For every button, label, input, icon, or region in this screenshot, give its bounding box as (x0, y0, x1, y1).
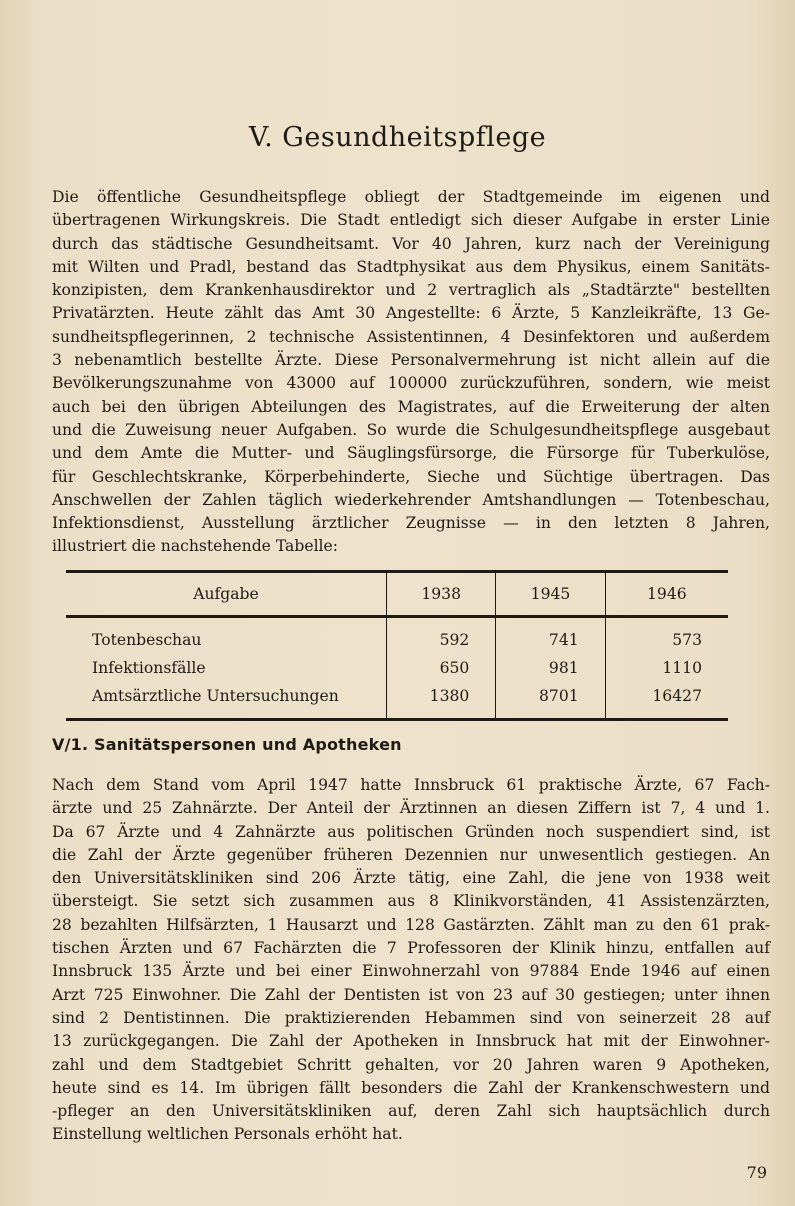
table-header-row (66, 572, 728, 617)
intro-paragraph (52, 186, 770, 559)
text-line: Die öffentliche Gesundheitspflege obliegt der Stadtgemeinde im eigenen und (52, 188, 770, 206)
table-cell: 592 (387, 617, 496, 655)
text-line: auch bei den übrigen Abteilungen des Magistrates, auf die Erweiterung der alten (52, 397, 770, 416)
table-cell: Totenbeschau (92, 631, 202, 649)
text-line: den Universitätskliniken sind 206 Ärzte tätig, eine Zahl, die jene von 1938 weit (52, 869, 770, 888)
text-line: sundheitspflegerinnen, 2 technische Assistentinnen, 4 Desinfektoren und außerdem (52, 327, 770, 346)
chapter-title: V. Gesundheitspflege (248, 122, 547, 153)
text-line: mit Wilten und Pradl, bestand das Stadtphysikat aus dem Physikus, einem Sanitäts- (52, 257, 770, 276)
table-row (66, 654, 728, 682)
text-line: sind 2 Dentistinnen. Die praktizierenden Hebammen sind von seinerzeit 28 auf (52, 1008, 770, 1027)
text-line: für Geschlechtskranke, Körperbehinderte, Sieche und Süchtige übertragen. Das (52, 467, 770, 486)
table-row (66, 617, 728, 655)
table-header: 1945 (496, 572, 605, 617)
text-line: Nach dem Stand vom April 1947 hatte Innsbruck 61 praktische Ärzte, 67 Fach- (52, 776, 770, 794)
table-cell: Infektionsfälle (92, 659, 206, 677)
statistics-table (66, 570, 728, 721)
text-line: 3 nebenamtlich bestellte Ärzte. Diese Personalvermehrung ist nicht allein auf die (52, 351, 770, 370)
text-line: tischen Ärzten und 67 Fachärzten die 7 Professoren der Klinik hinzu, entfallen auf (52, 939, 770, 958)
text-line: heute sind es 14. Im übrigen fällt besonders die Zahl der Krankenschwestern und (52, 1078, 770, 1097)
table-cell: Amtsärztliche Untersuchungen (92, 687, 339, 705)
table-row (66, 682, 728, 720)
table-cell: 1380 (387, 682, 496, 720)
text-line: Innsbruck 135 Ärzte und bei einer Einwohnerzahl von 97884 Ende 1946 auf einen (52, 962, 770, 981)
table-cell: 573 (605, 617, 728, 655)
table-cell: 16427 (605, 682, 728, 720)
text-line: übersteigt. Sie setzt sich zusammen aus 8 Klinikvorständen, 41 Assistenzärzten, (52, 892, 770, 911)
table-header: 1938 (387, 572, 496, 617)
text-line: und die Zuweisung neuer Aufgaben. So wurde die Schulgesundheitspflege ausgebaut (52, 420, 770, 439)
table-cell: 741 (496, 617, 605, 655)
text-line: Infektionsdienst, Ausstellung ärztlicher Zeugnisse — in den letzten 8 Jahren, (52, 514, 770, 533)
text-line: Anschwellen der Zahlen täglich wiederkehrender Amtshandlungen — Totenbeschau, (52, 490, 770, 509)
personnel-paragraph (52, 774, 770, 1147)
text-line: illustriert die nachstehende Tabelle: (52, 537, 339, 556)
table-cell: 650 (387, 654, 496, 682)
text-line: Privatärzten. Heute zählt das Amt 30 Angestellte: 6 Ärzte, 5 Kanzleikräfte, 13 Ge- (52, 304, 770, 323)
text-line: zahl und dem Stadtgebiet Schritt gehalten, vor 20 Jahren waren 9 Apotheken, (52, 1055, 770, 1074)
text-line: -pfleger an den Universitätskliniken auf, deren Zahl sich hauptsächlich durch (52, 1102, 770, 1121)
table-cell: 1110 (605, 654, 728, 682)
text-line: 28 bezahlten Hilfsärzten, 1 Hausarzt und 128 Gastärzten. Zählt man zu den 61 prak- (52, 915, 770, 934)
text-line: übertragenen Wirkungskreis. Die Stadt entledigt sich dieser Aufgabe in erster Linie (52, 211, 770, 230)
page-number: 79 (746, 1163, 767, 1182)
text-line: Einstellung weltlichen Personals erhöht hat. (52, 1125, 403, 1144)
section-heading: V/1. Sanitätspersonen und Apotheken (52, 735, 402, 754)
table-cell: 981 (496, 654, 605, 682)
text-line: die Zahl der Ärzte gegenüber früheren Dezennien nur unwesentlich gestiegen. An (52, 845, 770, 864)
table-cell: 8701 (496, 682, 605, 720)
text-line: und dem Amte die Mutter- und Säuglingsfürsorge, die Fürsorge für Tuberkulöse, (52, 444, 770, 463)
table-header: Aufgabe (66, 572, 387, 617)
text-line: durch das städtische Gesundheitsamt. Vor 40 Jahren, kurz nach der Vereinigung (52, 234, 770, 253)
text-line: konzipisten, dem Krankenhausdirektor und 2 vertraglich als „Stadtärzte" bestellten (52, 281, 770, 300)
text-line: ärzte und 25 Zahnärzte. Der Anteil der Ärztinnen an diesen Ziffern ist 7, 4 und 1. (52, 799, 770, 818)
text-line: Bevölkerungszunahme von 43000 auf 100000 zurückzuführen, sondern, wie meist (52, 374, 770, 393)
text-line: 13 zurückgegangen. Die Zahl der Apotheken in Innsbruck hat mit der Einwohner- (52, 1032, 770, 1051)
text-line: Arzt 725 Einwohner. Die Zahl der Dentisten ist von 23 auf 30 gestiegen; unter ihnen (52, 985, 770, 1004)
table-header: 1946 (605, 572, 728, 617)
text-line: Da 67 Ärzte und 4 Zahnärzte aus politischen Gründen noch suspendiert sind, ist (52, 822, 770, 841)
